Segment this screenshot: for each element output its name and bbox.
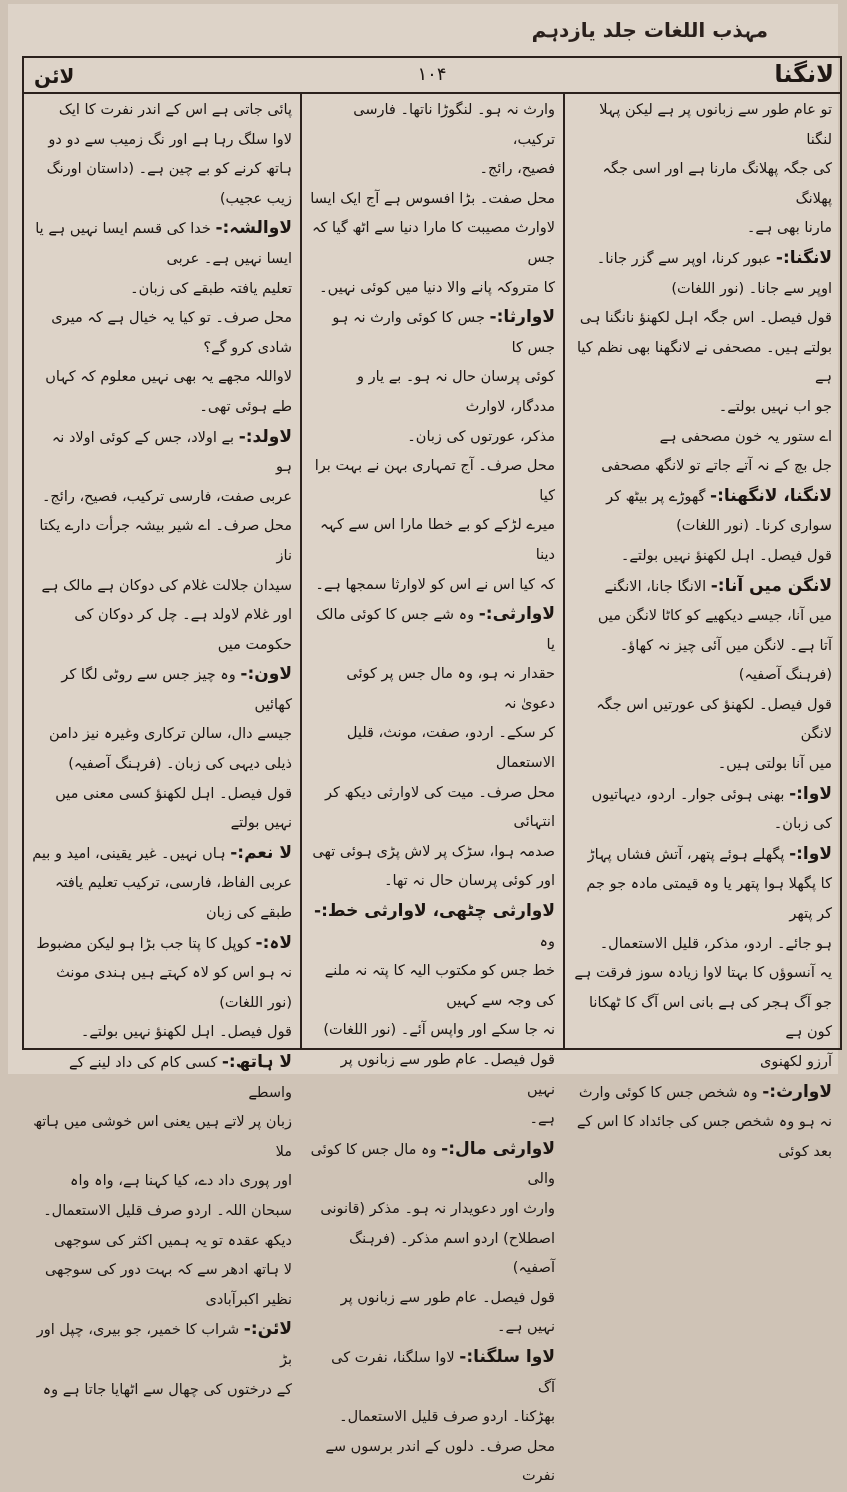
text-line: کہ کیا اس نے اس کو لاوارثا سمجھا ہے۔ <box>315 576 555 593</box>
entry-definition: پگھلے ہوئے پتھر، آتش فشاں پہاڑ <box>587 846 785 863</box>
entry-definition: الانگا جانا، الانگنے <box>604 578 707 595</box>
text-line: اور کوئی پرسان حال نہ تھا۔ <box>384 873 555 890</box>
entry-headword: لاوارثی چٹھی، لاوارثی خط:- <box>314 901 555 922</box>
entry-definition: جس کا کوئی وارث نہ ہو جس کا <box>332 310 555 356</box>
entry-headword: لا ہاتھ:- <box>221 1052 292 1072</box>
text-line: صدمہ ہوا، سڑک پر لاش پڑی ہوئی تھی <box>312 843 555 860</box>
headline-bar <box>24 58 840 94</box>
text-line: زبان پر لاتے ہیں یعنی اس خوشی میں ہاتھ ملا <box>33 1114 292 1160</box>
text-line: محل صرف۔ دلوں کے اندر برسوں سے نفرت <box>325 1438 555 1485</box>
text-line: نہ ہو اس کو لاہ کہتے ہیں ہندی مونث (نور اللغات) <box>56 965 292 1011</box>
text-line: قول فیصل۔ عام طور سے زبانوں پر نہیں <box>340 1052 555 1098</box>
dictionary-entry <box>573 780 832 811</box>
entry-headword: لاوارثی:- <box>478 604 555 625</box>
dictionary-entry <box>32 929 292 960</box>
entry-headword: لاوالشہ:- <box>215 218 292 239</box>
entry-headword: لاوارث:- <box>762 1081 832 1102</box>
text-line: کے درختوں کی چھال سے اٹھایا جاتا ہے وہ <box>42 1381 292 1398</box>
dictionary-entry <box>32 1315 292 1375</box>
page-sheet <box>8 4 838 1485</box>
text-line: آرزو لکھنوی <box>760 1054 832 1070</box>
text-line: نہ ہو وہ شخص جس کی جائداد کا اس کے بعد کوئی <box>576 1114 832 1160</box>
dictionary-entry <box>32 423 292 483</box>
text-line: عربی الفاظ، فارسی، ترکیب تعلیم یافتہ طبقے کی زبان <box>54 875 292 922</box>
entry-headword: لاولد:- <box>238 426 292 447</box>
page-number: ۱۰۴ <box>417 64 447 85</box>
page-header: مہذب اللغات جلد یازدہم <box>531 18 768 42</box>
text-line: کی زبان۔ <box>773 816 832 833</box>
text-line: قول فیصل۔ لکھنؤ کی عورتیں اس جگہ لانگن <box>596 696 832 743</box>
entry-definition: عبور کرنا، اوپر سے گزر جانا۔ <box>596 250 772 267</box>
text-line: کر سکے۔ اردو، صفت، مونث، قلیل الاستعمال <box>346 725 555 772</box>
text-line: کوئی پرسان حال نہ ہو۔ بے یار و مددگار، لاوارث <box>357 369 555 415</box>
column-right <box>565 94 840 1160</box>
dictionary-entry <box>573 482 832 513</box>
dictionary-entry <box>32 839 292 870</box>
dictionary-entry <box>32 214 292 274</box>
entry-definition: کوپل کا پتا جب بڑا ہو لیکن مضبوط <box>36 935 251 952</box>
text-line: جل بچ کے نہ آتے جاتے تو لانگھ مصحفی <box>601 458 832 475</box>
dictionary-entry <box>32 660 292 720</box>
text-line: مذکر، عورتوں کی زبان۔ <box>407 428 555 445</box>
entry-headword: لانگن میں آنا:- <box>710 575 832 596</box>
entry-headword: لاہ:- <box>255 932 292 953</box>
text-line: ہاتھ کرنے کو بے چین ہے۔ (داستان اورنگ زیب عجیب) <box>46 161 292 207</box>
text-line: اے ستور یہ خون مصحفی ہے <box>659 428 832 445</box>
dictionary-entry <box>310 897 555 957</box>
text-line: آتا ہے۔ لانگن میں آئی چیز نہ کھاؤ۔ <box>619 637 832 654</box>
entry-definition: وہ شے جس کا کوئی مالک یا <box>316 607 555 653</box>
text-line: محل صفت۔ بڑا افسوس ہے آج ایک ایسا <box>310 190 555 207</box>
entry-definition: لاوا سلگنا، نفرت کی آگ <box>331 1349 555 1396</box>
entry-headword: لاوارثا:- <box>489 307 555 328</box>
dictionary-entry <box>573 244 832 275</box>
text-line: فصیح، رائج۔ <box>479 161 555 178</box>
dictionary-entry <box>573 1078 832 1109</box>
entry-definition: کسی کام کی داد لینے کے واسطے <box>69 1055 292 1101</box>
dictionary-entry <box>310 600 555 660</box>
entry-definition: گھوڑے پر بیٹھ کر <box>606 488 706 505</box>
text-line: بولتے ہیں۔ مصحفی نے لانگھنا بھی نظم کیا ہے <box>576 339 832 386</box>
text-line: تعلیم یافتہ طبقے کی زبان۔ <box>130 280 292 297</box>
text-line: لاوارث مصیبت کا مارا دنیا سے اٹھ گیا کہ جس <box>312 220 555 266</box>
text-line: اوپر سے جانا۔ (نور اللغات) <box>671 280 832 297</box>
text-line: لاواللہ مجھے یہ بھی نہیں معلوم کہ کہاں طے ہوئی تھی۔ <box>45 369 292 415</box>
text-line: قول فیصل۔ اہل لکھنؤ کسی معنی میں نہیں بولتے <box>55 785 292 832</box>
text-line: تو عام طور سے زبانوں پر ہے لیکن پہلا لنگنا <box>599 102 832 148</box>
text-line: جیسے دال، سالن ترکاری وغیرہ نیز دامن <box>48 726 292 743</box>
headword-right: لانگنا <box>774 60 834 88</box>
dictionary-entry <box>310 1135 555 1195</box>
dictionary-entry <box>32 1048 292 1108</box>
text-line: قول فیصل۔ عام طور سے زبانوں پر نہیں ہے۔ <box>340 1289 555 1336</box>
text-line: خط جس کو مکتوب الیہ کا پتہ نہ ملنے کی وجہ سے کہیں <box>324 963 555 1009</box>
entry-headword: لائن:- <box>243 1319 292 1340</box>
text-line: لاوا سلگ رہا ہے اور نگ زمیب سے دو دو <box>48 131 292 148</box>
text-line: وارث اور دعویدار نہ ہو۔ مذکر (قانونی <box>320 1200 555 1217</box>
entry-definition: بے اولاد، جس کے کوئی اولاد نہ ہو <box>51 429 292 476</box>
column-left <box>24 94 300 1398</box>
column-middle <box>300 94 565 1485</box>
text-line: مارنا بھی ہے۔ <box>746 220 832 237</box>
text-line: قول فیصل۔ اہل لکھنؤ نہیں بولتے۔ <box>80 1024 292 1041</box>
text-line: لا ہاتھ ادھر سے کہ بہت دور کی سوجھی نظیر اکبرآبادی <box>44 1262 292 1308</box>
text-line: اور پوری داد دے، کیا کہنا ہے، واہ واہ <box>70 1173 292 1190</box>
text-line: سبحان اللہ۔ اردو صرف قلیل الاستعمال۔ <box>43 1202 292 1219</box>
text-line: یہ آنسوؤں کا بہتا لاوا زیادہ سوز فرقت ہے <box>574 965 832 982</box>
text-line: سواری کرنا۔ (نور اللغات) <box>676 518 832 535</box>
text-line: میں آنا، جیسے دیکھیے کو کاٹا لانگن میں <box>597 608 832 625</box>
text-line: کا متروکہ پانے والا دنیا میں کوئی نہیں۔ <box>319 279 555 296</box>
entry-definition: بھنی ہوئی جوار۔ اردو، دیہاتیوں <box>591 786 785 803</box>
entry-headword: لانگنا، لانگھنا:- <box>710 485 832 506</box>
text-line: کی جگہ پھلانگ مارنا ہے اور اسی جگہ پھلانگ <box>602 161 832 207</box>
entry-headword: لاوا سلگنا:- <box>459 1346 555 1367</box>
text-line: (فرہنگ آصفیہ) <box>738 667 832 684</box>
page-frame <box>22 56 842 1485</box>
entry-headword: لانگنا:- <box>775 247 832 268</box>
text-line: جو اب نہیں بولتے۔ <box>718 398 832 415</box>
entry-definition: شراب کا خمیر، جو بیری، چپل اور بڑ <box>36 1322 292 1368</box>
text-line: ہے۔ <box>529 1111 555 1128</box>
text-line: محل صرف۔ تو کیا یہ خیال ہے کہ میری شادی کرو گے؟ <box>51 310 292 356</box>
text-line: اصطلاح) اردو اسم مذکر۔ (فرہنگ آصفیہ) <box>349 1230 555 1277</box>
text-line: محل صرف۔ اے شیر بیشہ جرأت دارے یکتا ناز <box>39 518 292 564</box>
text-line: محل صرف۔ میت کی لاوارثی دیکھ کر انتہائی <box>325 784 555 831</box>
entry-headword: لاوا:- <box>789 783 832 804</box>
text-line: ہو جائے۔ اردو، مذکر، قلیل الاستعمال۔ <box>599 935 832 952</box>
text-line: کا پگھلا ہوا پتھر یا وہ قیمتی مادہ جو جم کر پتھر <box>586 876 832 923</box>
text-line: قول فیصل۔ اہل لکھنؤ نہیں بولتے۔ <box>620 547 832 564</box>
dictionary-entry <box>310 1343 555 1403</box>
entry-headword: لا نعم:- <box>230 842 292 863</box>
entry-headword: لاوارثی مال:- <box>441 1138 555 1159</box>
dictionary-entry <box>310 303 555 363</box>
text-line: جو آگ ہجر کی ہے بانی اس آگ کا ٹھکانا کون ہے <box>588 994 832 1041</box>
text-line: قول فیصل۔ اس جگہ اہل لکھنؤ نانگنا ہی <box>579 310 832 327</box>
text-line: پائی جاتی ہے اس کے اندر نفرت کا ایک <box>58 102 292 118</box>
text-line: میرے لڑکے کو بے خطا مارا اس سے کہہ دینا <box>319 517 555 563</box>
entry-definition: وہ چیز جس سے روٹی لگا کر کھائیں <box>61 667 292 713</box>
entry-headword: لاوا:- <box>789 843 832 864</box>
text-line: سیدان جلالت غلام کی دوکان ہے مالک ہے <box>41 577 292 594</box>
text-line: میں آنا بولتی ہیں۔ <box>717 756 832 773</box>
text-line: عربی صفت، فارسی ترکیب، فصیح، رائج۔ <box>41 488 292 505</box>
text-line: بھڑکنا۔ اردو صرف قلیل الاستعمال۔ <box>339 1409 555 1426</box>
dictionary-entry <box>573 840 832 871</box>
text-line: محل صرف۔ آج تمہاری بہن نے بہت برا کیا <box>314 458 555 504</box>
text-line: ذیلی دیہی کی زبان۔ (فرہنگ آصفیہ) <box>68 756 292 773</box>
entry-definition: وہ <box>539 933 555 950</box>
text-line: نہ جا سکے اور واپس آئے۔ (نور اللغات) <box>323 1022 555 1039</box>
entry-definition: وہ مال جس کا کوئی والی <box>310 1141 555 1188</box>
headword-left: لائن <box>34 64 75 88</box>
entry-definition: ہاں نہیں۔ غیر یقینی، امید و بیم <box>32 845 226 862</box>
text-line: حقدار نہ ہو، وہ مال جس پر کوئی دعویٰ نہ <box>346 666 555 712</box>
entry-definition: خدا کی قسم ایسا نہیں ہے یا ایسا نہیں ہے۔ عربی <box>35 221 292 267</box>
text-line: دیکھ عقدہ تو یہ ہمیں اکثر کی سوجھی <box>53 1232 292 1249</box>
dictionary-entry <box>573 572 832 603</box>
entry-headword: لاون:- <box>240 664 292 685</box>
text-line: وارث نہ ہو۔ لنگوڑا ناتھا۔ فارسی ترکیب، <box>353 102 555 148</box>
entry-definition: وہ شخص جس کا کوئی وارث <box>578 1084 758 1101</box>
text-line: اور غلام لاولد ہے۔ چل کر دوکان کی حکومت میں <box>74 607 292 653</box>
